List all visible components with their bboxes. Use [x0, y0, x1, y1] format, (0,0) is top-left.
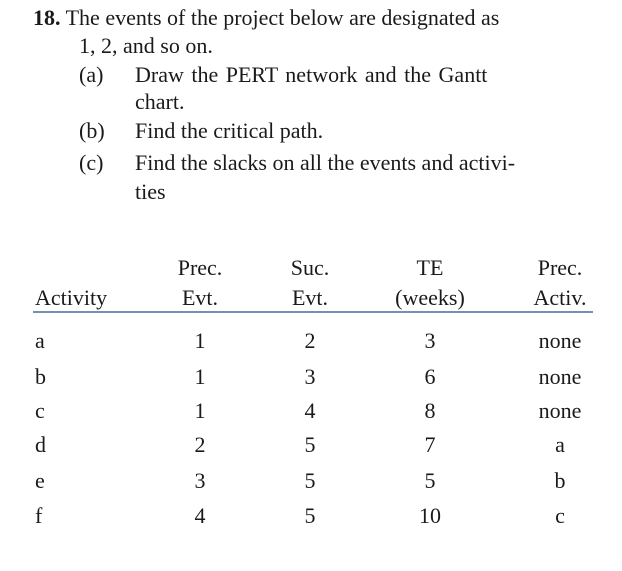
problem-intro-cont: 1, 2, and so on. [79, 33, 213, 58]
cell-activity: d [35, 432, 46, 457]
header-prec-activ-bottom: Activ. [533, 285, 587, 310]
cell-activity: b [35, 364, 46, 389]
cell-prec-evt: 4 [194, 503, 206, 528]
part-c-label: (c) [79, 150, 104, 175]
header-prec-evt-bottom: Evt. [181, 285, 219, 310]
cell-prec-evt: 3 [194, 468, 206, 493]
cell-te-weeks: 5 [424, 468, 436, 493]
cell-activity: f [35, 503, 43, 528]
cell-prec-activ: none [538, 398, 582, 423]
header-te-weeks-top: TE [416, 255, 444, 280]
cell-prec-activ: none [538, 364, 582, 389]
header-suc-evt-top: Suc. [290, 255, 330, 280]
part-a-label: (a) [79, 62, 104, 87]
cell-suc-evt: 3 [304, 364, 316, 389]
cell-activity: e [35, 468, 45, 493]
part-b-text: Find the critical path. [135, 118, 324, 143]
part-b-label: (b) [79, 118, 105, 143]
cell-activity: a [35, 328, 45, 353]
cell-suc-evt: 5 [304, 432, 316, 457]
cell-prec-activ: none [538, 328, 582, 353]
problem-number: 18. [33, 5, 61, 30]
header-activity-bottom: Activity [35, 285, 108, 310]
part-a-text-cont: chart. [135, 89, 185, 114]
part-a-text: Draw the PERT network and the Gantt [135, 62, 488, 87]
cell-te-weeks: 6 [424, 364, 436, 389]
cell-te-weeks: 7 [424, 432, 436, 457]
cell-te-weeks: 8 [424, 398, 436, 423]
cell-prec-evt: 1 [194, 398, 206, 423]
cell-suc-evt: 5 [304, 503, 316, 528]
cell-te-weeks: 3 [424, 328, 436, 353]
problem-intro: The events of the project below are designated as [65, 5, 500, 30]
header-suc-evt-bottom: Evt. [291, 285, 329, 310]
cell-prec-evt: 1 [194, 328, 206, 353]
header-prec-activ-top: Prec. [537, 255, 583, 280]
cell-prec-evt: 1 [194, 364, 206, 389]
part-c-text: Find the slacks on all the events and activi- [135, 150, 516, 175]
cell-suc-evt: 2 [304, 328, 316, 353]
problem-heading [33, 5, 499, 31]
cell-prec-activ: c [555, 503, 565, 528]
header-te-weeks-bottom: (weeks) [395, 285, 465, 310]
part-c-text-cont: ties [135, 179, 166, 204]
cell-activity: c [35, 398, 45, 423]
cell-prec-activ: a [555, 432, 565, 457]
cell-suc-evt: 5 [304, 468, 316, 493]
cell-prec-activ: b [554, 468, 566, 493]
header-rule [33, 311, 593, 313]
cell-te-weeks: 10 [419, 503, 441, 528]
header-prec-evt-top: Prec. [177, 255, 223, 280]
cell-prec-evt: 2 [194, 432, 206, 457]
cell-suc-evt: 4 [304, 398, 316, 423]
